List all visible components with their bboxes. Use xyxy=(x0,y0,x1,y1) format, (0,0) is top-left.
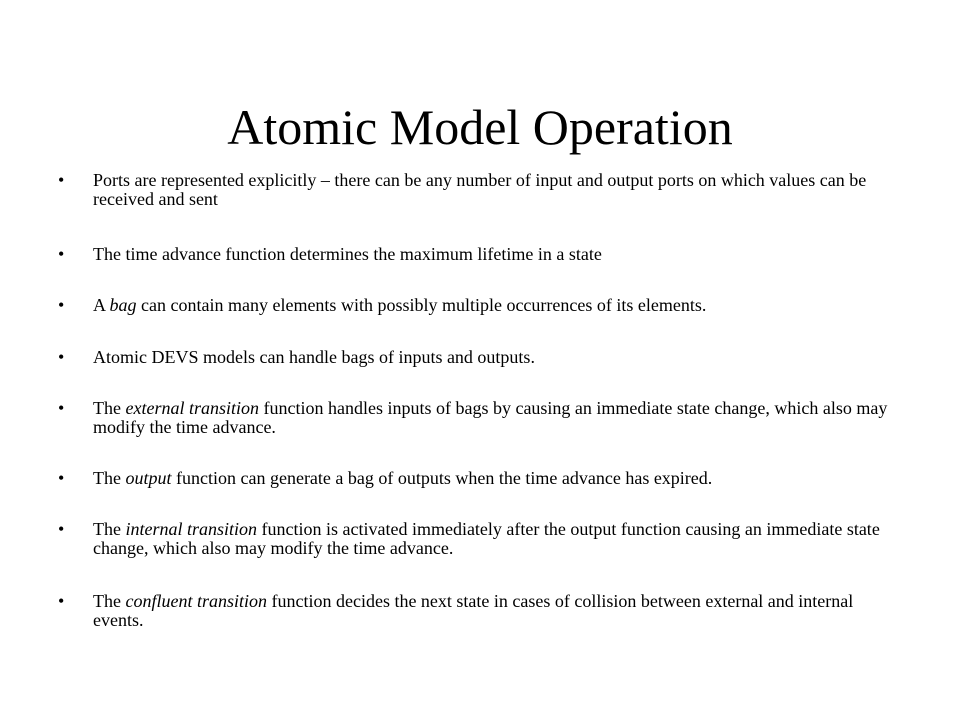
bullet-emphasis-text: confluent transition xyxy=(125,591,267,611)
bullet-text xyxy=(93,469,908,488)
bullet-emphasis-text: internal transition xyxy=(125,519,257,539)
bullet-text xyxy=(93,296,908,315)
bullet-text xyxy=(93,592,908,630)
bullet-dot-icon: • xyxy=(58,468,65,488)
bullet-text xyxy=(93,245,908,264)
bullet-dot-icon: • xyxy=(58,398,65,418)
bullet-text-run: The xyxy=(93,398,126,418)
bullet-text-run: The xyxy=(93,519,126,539)
bullet-text-run: The xyxy=(93,591,126,611)
bullet-dot-icon: • xyxy=(58,519,65,539)
bullet-text xyxy=(93,520,908,558)
bullet-text-run: function handles inputs of bags by causing an immediate state change, which also may modify the time advance. xyxy=(93,398,888,437)
bullet-text-run: The time advance function determines the maximum lifetime in a state xyxy=(93,244,602,264)
bullet-text-run: can contain many elements with possibly multiple occurrences of its elements. xyxy=(136,295,707,315)
bullet-text-run: The xyxy=(93,468,126,488)
bullet-dot-icon: • xyxy=(58,295,65,315)
bullet-emphasis-text: external transition xyxy=(125,398,259,418)
bullet-emphasis-text: bag xyxy=(109,295,137,315)
bullet-emphasis-text: output xyxy=(125,468,172,488)
bullet-text-run: function decides the next state in cases of collision between external and internal events. xyxy=(93,591,854,630)
bullet-dot-icon: • xyxy=(58,170,65,190)
bullet-dot-icon: • xyxy=(58,347,65,367)
bullet-dot-icon: • xyxy=(58,244,65,264)
slide-title: Atomic Model Operation xyxy=(227,99,733,155)
bullet-text xyxy=(93,348,908,367)
bullet-text xyxy=(93,399,908,437)
bullet-text-run: Atomic DEVS models can handle bags of inputs and outputs. xyxy=(93,347,535,367)
bullet-text xyxy=(93,171,908,209)
bullet-dot-icon: • xyxy=(58,591,65,611)
bullet-text-run: A xyxy=(93,295,110,315)
bullet-text-run: function can generate a bag of outputs when the time advance has expired. xyxy=(171,468,713,488)
bullet-text-run: function is activated immediately after the output function causing an immediate state change, which also may modify the time advance. xyxy=(93,519,880,558)
bullet-text-run: Ports are represented explicitly – there can be any number of input and output ports on which values can be received and sent xyxy=(93,170,867,209)
